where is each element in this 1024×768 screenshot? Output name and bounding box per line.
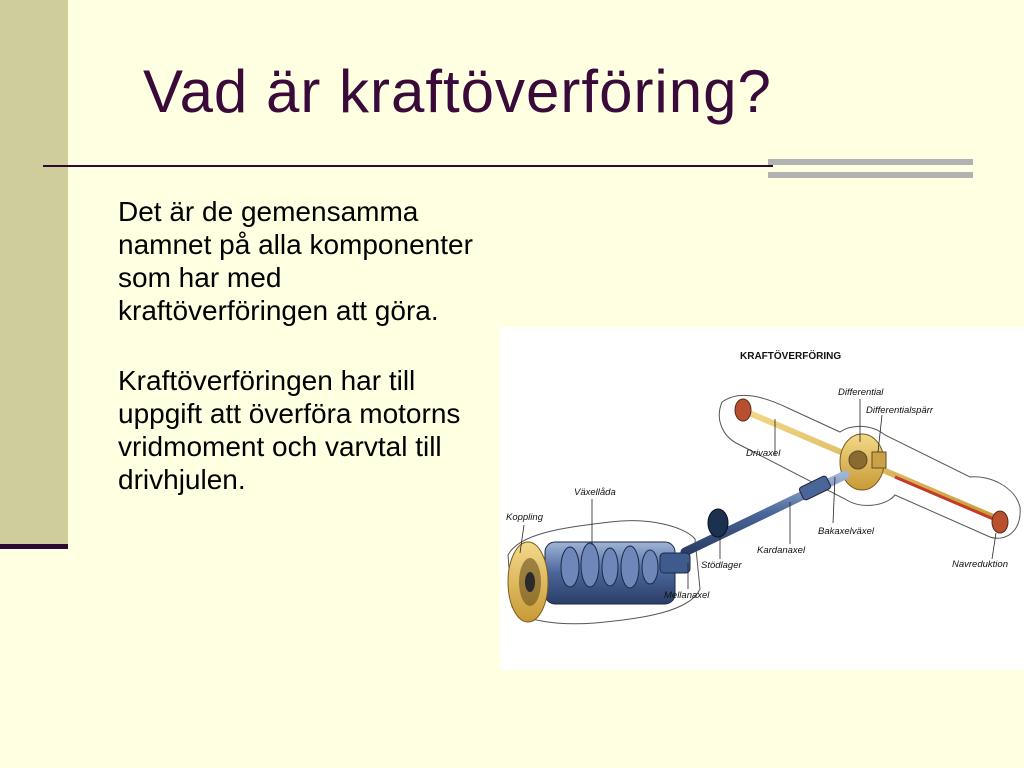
differential-lock bbox=[872, 452, 886, 468]
support-bearing bbox=[708, 509, 728, 537]
differential-gear bbox=[849, 451, 867, 469]
label-mellanaxel: Mellanaxel bbox=[664, 590, 710, 601]
label-bakaxelvaxel: Bakaxelväxel bbox=[818, 526, 874, 537]
slide-title: Vad är kraftöverföring? bbox=[143, 58, 772, 125]
left-hub bbox=[735, 399, 751, 421]
label-drivaxel: Drivaxel bbox=[746, 448, 781, 459]
side-bar-accent-line bbox=[0, 544, 68, 549]
title-divider bbox=[43, 165, 773, 167]
label-vaxellada: Växellåda bbox=[574, 487, 616, 498]
label-koppling: Koppling bbox=[506, 512, 543, 523]
slide-side-bar bbox=[0, 0, 68, 545]
label-differentialsparr: Differentialspärr bbox=[866, 405, 934, 416]
drivetrain-diagram-svg bbox=[500, 327, 1024, 670]
right-hub bbox=[992, 511, 1008, 533]
label-kardanaxel: Kardanaxel bbox=[757, 545, 806, 556]
clutch bbox=[508, 542, 548, 622]
body-paragraph-purpose: Kraftöverföringen har till uppgift att överföra motorns vridmoment och varvtal till drivhjulen. bbox=[118, 365, 461, 495]
figure-title: KRAFTÖVERFÖRING bbox=[740, 351, 842, 362]
slide-body bbox=[118, 195, 493, 533]
drivetrain-diagram bbox=[500, 327, 1024, 670]
label-navreduktion: Navreduktion bbox=[952, 559, 1008, 570]
drive-shaft-red bbox=[895, 477, 1005, 524]
body-paragraph-definition: Det är de gemensamma namnet på alla komponenter som har med kraftöverföringen att göra. bbox=[118, 196, 473, 326]
label-stodlager: Stödlager bbox=[701, 560, 742, 571]
title-divider-accent bbox=[768, 159, 973, 179]
label-differential: Differential bbox=[838, 387, 884, 398]
universal-joint bbox=[798, 475, 831, 501]
